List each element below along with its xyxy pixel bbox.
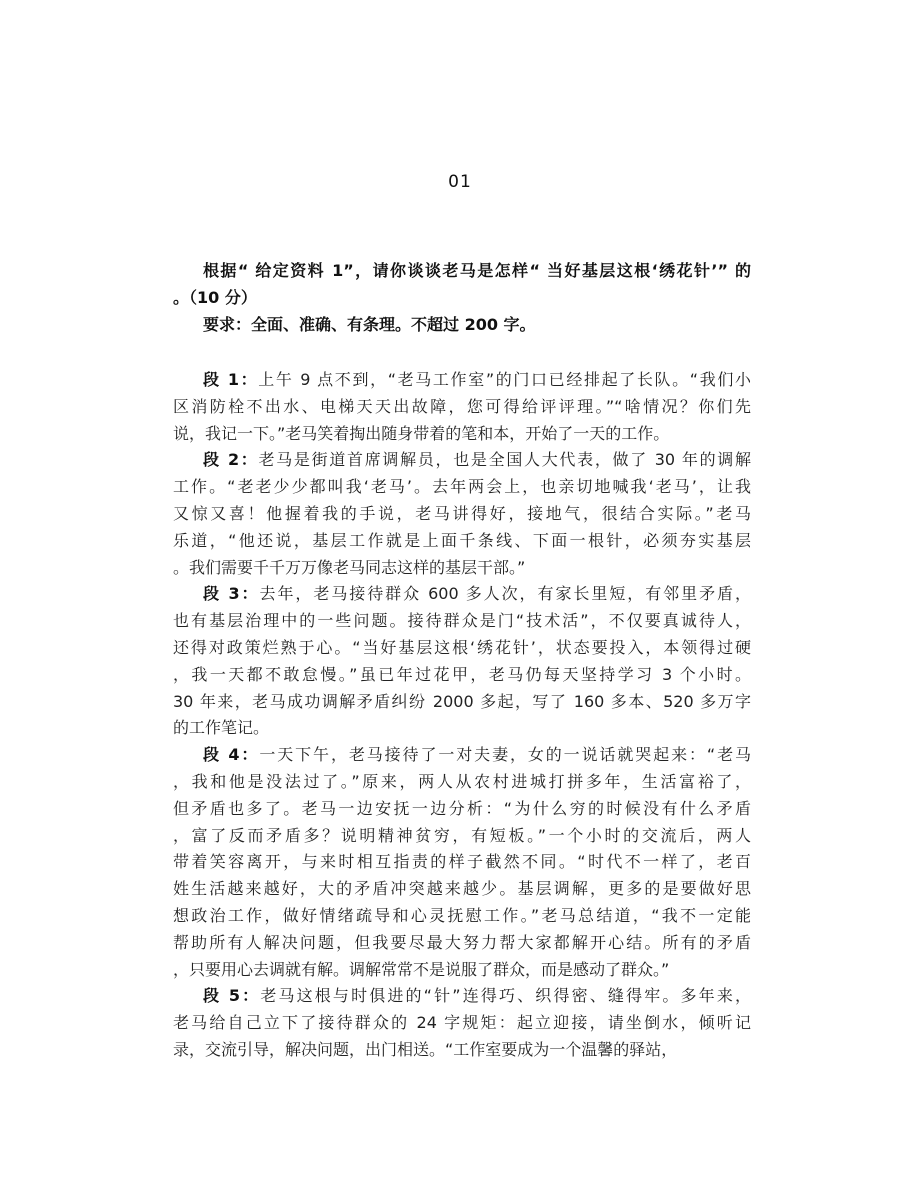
paragraph-line: 帮助所有人解决问题，但我要尽最大努力帮大家都解开心结。所有的矛盾 [173,932,751,952]
paragraph-line [173,367,751,394]
question-block [173,258,751,338]
paragraph-text: 一天下午，老马接待了一对夫妻，女的一说话就哭起来：“老马 [259,745,751,765]
paragraph-line: 姓生活越来越好，大的矛盾冲突越来越少。基层调解，更多的是要做好思 [173,879,751,899]
paragraph-line [173,581,751,608]
paragraph-line: 又惊又喜！他握着我的手说，老马讲得好，接地气，很结合实际。”老马 [173,503,751,523]
paragraph-line [173,983,751,1010]
paragraph-line: 30 年来，老马成功调解矛盾纠纷 2000 多起，写了 160 多本、520 多万字 [173,691,751,711]
paragraph-line: 工作。“老老少少都叫我‘老马’。去年两会上，也亲切地喊我‘老马’，让我 [173,477,751,497]
paragraph-text: 老马这根与时俱进的“针”连得巧、织得密、缝得牢。多年来， [260,986,751,1006]
page-number: 01 [448,172,472,192]
paragraph-line: 说，我记一下。”老马笑着掏出随身带着的笔和本，开始了一天的工作。 [173,423,670,443]
paragraph-line: 区消防栓不出水、电梯天天出故障，您可得给评评理。”“啥情况？你们先 [173,396,751,416]
paragraph-label: 段 3： [203,584,260,604]
paragraph-text: 去年，老马接待群众 600 多人次，有家长里短，有邻里矛盾， [259,584,751,604]
paragraph-line: 还得对政策烂熟于心。“当好基层这根‘绣花针’，状态要投入，本领得过硬 [173,637,751,657]
paragraph-line: 老马给自己立下了接待群众的 24 字规矩：起立迎接，请坐倒水，倾听记 [173,1013,751,1033]
paragraph-line: 。我们需要千千万万像老马同志这样的基层干部。” [173,557,526,577]
paragraph-line: 乐道，“他还说，基层工作就是上面千条线、下面一根针，必须夯实基层 [173,530,751,550]
paragraph-2 [173,447,751,581]
question-line: 。（10 分） [173,287,257,307]
paragraph-line: ，我一天都不敢怠慢。”虽已年过花甲，老马仍每天坚持学习 3 个小时。 [173,664,751,684]
paragraph-label: 段 1： [203,370,259,389]
paragraph-4 [173,742,751,983]
paragraph-line: 也有基层治理中的一些问题。接待群众是门“技术活”，不仅要真诚待人， [173,611,751,631]
question-requirement: 要求：全面、准确、有条理。不超过 200 字。 [203,314,536,334]
paragraph-line: 想政治工作，做好情绪疏导和心灵抚慰工作。”老马总结道，“我不一定能 [173,905,751,925]
paragraph-label: 段 5： [203,986,261,1006]
paragraph-1 [173,367,751,447]
paragraph-label: 段 2： [203,450,259,470]
paragraph-line: 带着笑容离开，与来时相互指责的样子截然不同。“时代不一样了，老百 [173,852,751,872]
question-line: 根据“ 给定资料 1”，请你谈谈老马是怎样“ 当好基层这根‘绣花针’” 的 [203,261,751,280]
material-paragraphs [173,367,751,1064]
paragraph-line: ，富了反而矛盾多？说明精神贫穷，有短板。”一个小时的交流后，两人 [173,825,751,845]
paragraph-line [173,447,751,474]
paragraph-line: 但矛盾也多了。老马一边安抚一边分析：“为什么穷的时候没有什么矛盾 [173,798,751,818]
paragraph-line: ，只要用心去调就有解。调解常常不是说服了群众，而是感动了群众。” [173,959,670,979]
paragraph-text: 上午 9 点不到，“老马工作室”的门口已经排起了长队。“我们小 [258,370,751,389]
paragraph-line: 的工作笔记。 [173,718,270,738]
paragraph-text: 老马是街道首席调解员，也是全国人大代表，做了 30 年的调解 [258,450,751,470]
paragraph-line: 录，交流引导，解决问题，出门相送。“工作室要成为一个温馨的驿站， [173,1039,678,1059]
paragraph-label: 段 4： [203,745,260,765]
paragraph-line [173,742,751,769]
paragraph-3 [173,581,751,742]
paragraph-line: ，我和他是没法过了。”原来，两人从农村进城打拼多年，生活富裕了， [173,771,751,791]
paragraph-5 [173,983,751,1063]
